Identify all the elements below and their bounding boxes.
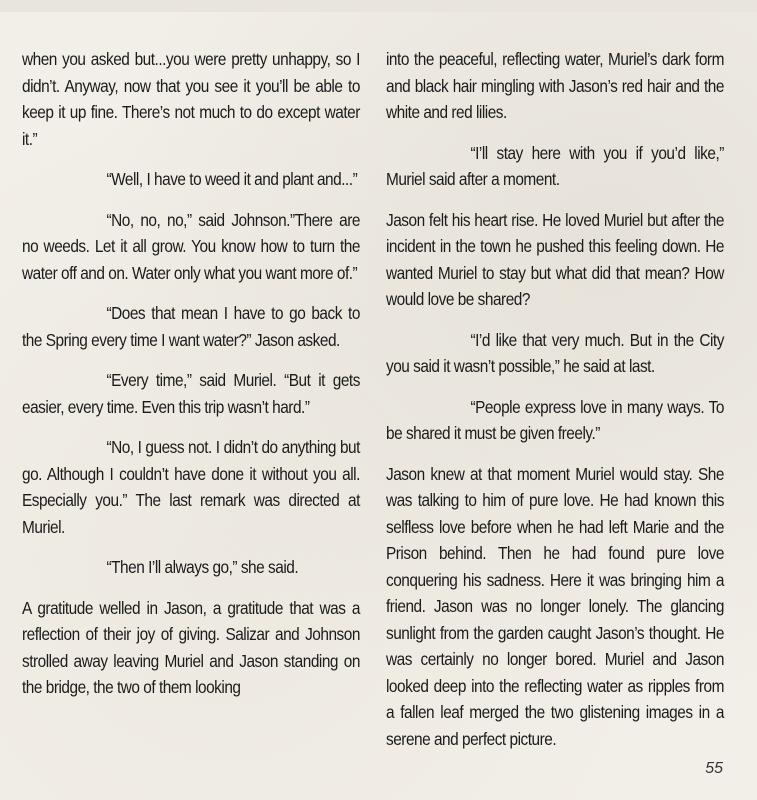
page-number: 55: [705, 760, 723, 777]
paragraph: “Then I’ll always go,” she said.: [106, 557, 299, 577]
paragraph: Jason felt his heart rise. He loved Muriel but after the incident in the town he pushed this feeling down. He wanted Muriel to stay but what did that mean? How would love be shared?: [386, 209, 724, 309]
right-column: [386, 46, 724, 766]
paragraph: “Every time,” said Muriel. “But it gets easier, every time. Even this trip wasn’t hard.”: [22, 370, 360, 417]
paragraph: “No, I guess not. I didn’t do anything but go. Although I couldn’t have done it without you all. Especially you.” The last remark was directed at Muriel.: [22, 437, 360, 537]
paragraph: A gratitude welled in Jason, a gratitude that was a reflection of their joy of giving. Salizar and Johnson strolled away leaving Muriel and Jason standing on the bridge, the two of them looking: [22, 597, 360, 697]
left-column: [22, 46, 360, 715]
paragraph: “I’d like that very much. But in the City you said it wasn’t possible,” he said at last.: [386, 329, 724, 376]
paragraph: “People express love in many ways. To be shared it must be given freely.”: [386, 396, 724, 443]
paragraph: “I’ll stay here with you if you’d like,” Muriel said after a moment.: [386, 142, 724, 189]
paragraph: into the peaceful, reflecting water, Muriel’s dark form and black hair mingling with Jason’s red hair and the white and red lilies.: [386, 49, 724, 122]
page-top-edge: [0, 0, 757, 12]
paragraph: “Does that mean I have to go back to the Spring every time I want water?” Jason asked.: [22, 303, 360, 350]
paragraph: when you asked but...you were pretty unhappy, so I didn’t. Anyway, now that you see it you’ll be able to keep it up fine. There’s not much to do except water it.”: [22, 49, 360, 149]
paragraph: “No, no, no,” said Johnson.”There are no weeds. Let it all grow. You know how to turn the water off and on. Water only what you want more of.”: [22, 209, 360, 283]
paragraph: Jason knew at that moment Muriel would stay. She was talking to him of pure love. He had known this selfless love before when he had left Marie and the Prison behind. Then he had found pure love conquering his sadness. Here it was bringing him a friend. Jason was no longer lonely. The glancing sunlight from the garden caught Jason’s thought. He was certainly no longer bored. Muriel and Jason looked deep into the reflecting water as ripples from a fallen leaf merged the two glistening images in a serene and perfect picture.: [386, 463, 724, 749]
paragraph: “Well, I have to weed it and plant and...”: [106, 169, 358, 189]
